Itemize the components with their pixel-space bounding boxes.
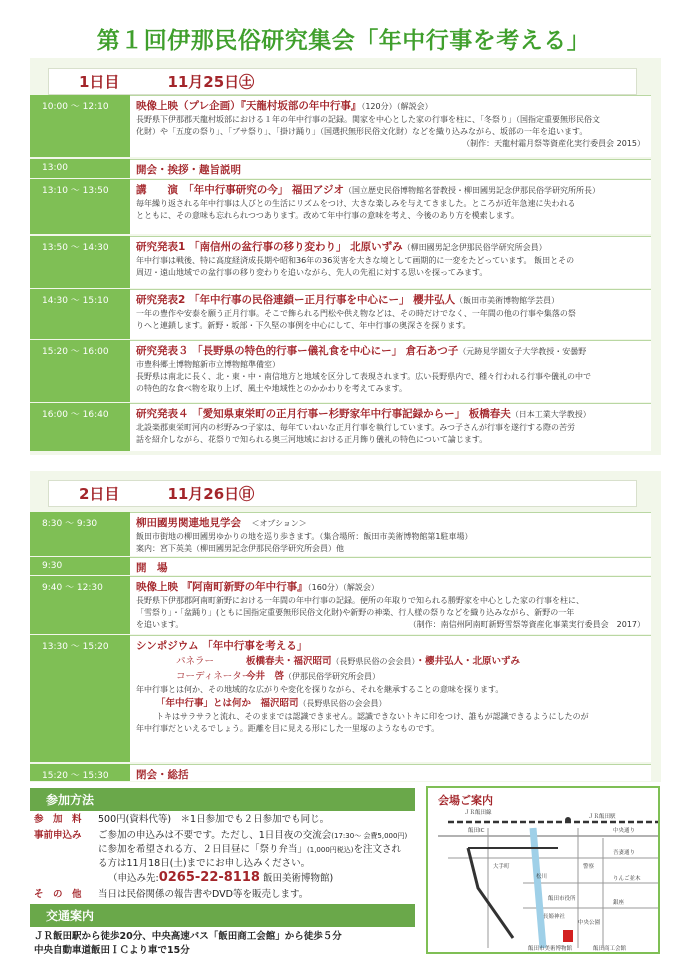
row-desc: 飯田市街地の柳田國男ゆかりの地を巡り歩きます。（集合場所：飯田市美術博物館第1駐車場） xyxy=(136,532,473,541)
apply-text: を注文され xyxy=(353,844,402,855)
map-label: 飯田市役所 xyxy=(548,896,576,902)
fee-text: 500円(資料代等) ＊1日参加でも２日参加でも同じ。 xyxy=(98,814,330,825)
panel-note: （長野県民俗の会会員） xyxy=(331,657,416,666)
fee-label: 参 加 料 xyxy=(34,814,82,825)
row-title-note: （国立歴史民俗博物館名誉教授・柳田國男記念伊那民俗学研究所所長） xyxy=(344,186,600,195)
page-title: 第１回伊那民俗研究集会「年中行事を考える」 xyxy=(96,28,591,54)
apply-text: ご参加の申込みは不要です。ただし、1日目夜の交流会 xyxy=(98,830,332,841)
row-desc: トキはサラサラと流れ、そのままでは認識できません。認識できないトキに印をつけ、誰もが認識できるようにしたのが xyxy=(156,712,589,721)
map-label: 飯田IC xyxy=(468,828,485,834)
contact-org: 飯田美術博物館) xyxy=(262,873,334,884)
row-desc: 長野県は南北に長く、北・東・中・南信地方と地域を区分して表現されます。広い長野県内で、種々行われる行事や儀礼の中で xyxy=(136,372,592,381)
map-label: 松川 xyxy=(536,874,548,880)
coordinator-name: 今井 啓 xyxy=(246,671,285,682)
row-desc: 話を紹介しながら、花祭りで知られる奥三河地域における正月飾り儀礼の特色について論じます。 xyxy=(136,435,488,444)
row-credit: （制作：南信州阿南町新野雪祭等資産化事業実行委員会 2017） xyxy=(408,620,645,629)
row-title: 柳田國男関連地見学会 xyxy=(136,517,241,529)
venue-map xyxy=(426,786,660,954)
apply-label: 事前申込み xyxy=(34,830,82,841)
day1-panel xyxy=(30,58,661,455)
panel-names: 板橋春夫・福沢昭司 xyxy=(246,656,332,667)
row-time: 8:30 ～ 9:30 xyxy=(30,512,130,556)
day2-panel xyxy=(30,471,661,782)
panel-names-2: ・櫻井弘人・北原いずみ xyxy=(415,656,521,667)
day2-label: 2日目 xyxy=(79,485,120,503)
row-desc: 化財）や「五度の祭り」、「ブサ祭り」、「掛け踊り」（国選択無形民俗文化財）などを織り込みながら、坂部の一年を追います。 xyxy=(136,127,588,136)
row-desc: 周辺・遠山地域での盆行事の移り変わりを追いながら、先人の先祖に対する思いを探ってみます。 xyxy=(136,268,488,277)
row-time: 13:50 ～ 14:30 xyxy=(30,236,130,288)
row-title: 開 場 xyxy=(136,562,168,574)
row-desc: 年中行事は戦後、特に高度経済成長期や昭和36年の36災害を大きな境として画期的に一変をたどっています。 飯田とその xyxy=(136,256,575,265)
keynote-title: 「年中行事」とは何か xyxy=(156,698,252,709)
map-heading: 会場ご案内 xyxy=(438,794,493,807)
venue-marker xyxy=(563,930,573,942)
schedule-row xyxy=(30,576,661,634)
row-desc: 毎年繰り返される年中行事は人びとの生活にリズムをつけ、大きな楽しみを与えてきました。ところが近年急速に失われる xyxy=(136,199,576,208)
other-text: 当日は民俗関係の報告書やDVD等を販売します。 xyxy=(98,889,309,900)
apply-note: (17:30～ 会費5,000円) xyxy=(331,832,408,840)
map-drawing xyxy=(428,788,660,954)
schedule-row xyxy=(30,289,661,339)
keynote-note: （長野県民俗の会会員） xyxy=(298,699,387,708)
map-label: りんご並木 xyxy=(613,876,641,882)
schedule-row xyxy=(30,95,661,157)
row-title: 研究発表1 「南信州の盆行事の移り変わり」 北原いずみ xyxy=(136,241,403,253)
row-desc: 市豊科郷土博物館新市立博物館準備室） xyxy=(136,360,280,369)
map-label: 飯田市美術博物館 xyxy=(528,946,573,952)
row-desc: 長野県下伊那郡天龍村坂部における１年の年中行事の記録。関家を中心とした家の行事を柱に、「冬祭り」（国指定重要無形民俗文 xyxy=(136,115,600,124)
row-credit: （制作：天龍村霜月祭等資産化実行委員会 2015） xyxy=(462,139,645,148)
transport-heading: 交通案内 xyxy=(30,904,415,927)
row-title-note: （飯田市美術博物館学芸員） xyxy=(455,296,560,305)
row-time: 14:30 ～ 15:10 xyxy=(30,289,130,339)
schedule-row xyxy=(30,557,661,575)
row-title: 映像上映（プレ企画）『天龍村坂部の年中行事』 xyxy=(136,100,362,112)
row-desc: 年中行事とは何か、その地域的な広がりや変化を探りながら、それを継承することの意味を探ります。 xyxy=(136,685,504,694)
keynote-speaker: 福沢昭司 xyxy=(260,698,299,709)
row-title-note: （柳田國男記念伊那民俗学研究所会員） xyxy=(402,243,547,252)
day1-label: 1日目 xyxy=(79,73,120,91)
day2-header xyxy=(48,480,637,507)
row-time: 13:00 xyxy=(30,159,130,178)
row-desc: 年中行事だといえるでしょう。距離を目に見える形にした一里塚のようなものです。 xyxy=(136,724,440,733)
day2-date: 11月26日㊐ xyxy=(167,485,255,503)
apply-text: る方は11月18日(土)までにお申し込みください。 xyxy=(98,858,311,869)
panel-label: パネラー xyxy=(176,656,215,667)
schedule-row xyxy=(30,159,661,178)
schedule-row xyxy=(30,403,661,451)
transport-line: ＪＲ飯田駅から徒歩20分、中央高速バス「飯田商工会館」から徒歩５分 xyxy=(34,931,342,942)
row-desc: 北設楽郡東栄町河内の杉野みつ子家は、毎年ていねいな正月行事を執行しています。みつ子さんが行事を遂行する際の苦労 xyxy=(136,423,576,432)
row-desc: 一年の豊作や安泰を願う正月行事。そこで飾られる門松や供え物などは、その時だけでなく、一年間の他の行事や集落の祭 xyxy=(136,309,576,318)
map-label: 飯田商工会館 xyxy=(593,946,627,952)
row-desc: 「雪祭り」・「盆踊り」(ともに国指定重要無形民俗文化財)や新野の神楽、行人様の祭りなどを織り込みながら、新野の一年 xyxy=(136,608,575,617)
map-label: 銀座 xyxy=(613,900,625,906)
map-label: 警察 xyxy=(583,864,595,870)
row-title-note: （元跡見学園女子大学教授・安曇野 xyxy=(458,347,587,356)
row-desc: りへと連鎖します。新野・坂部・下久堅の事例を中心にして、年中行事の奥深さを探ります。 xyxy=(136,321,471,330)
row-time: 9:30 xyxy=(30,557,130,575)
day1-header xyxy=(48,68,637,95)
row-desc: 案内：宮下英美（柳田國男記念伊那民俗学研究所会員）他 xyxy=(136,544,344,553)
schedule-row xyxy=(30,179,661,234)
row-title: 研究発表2 「年中行事の民俗連鎖ー正月行事を中心にー」 櫻井弘人 xyxy=(136,294,456,306)
map-label: ＪＲ飯田駅 xyxy=(588,814,616,820)
contact-label: （申込み先: xyxy=(108,873,159,884)
row-time: 10:00 ～ 12:10 xyxy=(30,95,130,157)
other-label: そ の 他 xyxy=(34,889,82,900)
day1-date: 11月25日㊏ xyxy=(167,73,255,91)
row-title: 講 演 「年中行事研究の今」 福田アジオ xyxy=(136,184,344,196)
row-time: 15:20 ～ 16:00 xyxy=(30,340,130,402)
map-label: ＪＲ飯田線 xyxy=(464,810,492,816)
row-title-note: （120分）（解説会） xyxy=(361,102,433,111)
map-label: 吾妻通り xyxy=(613,850,636,856)
row-time: 13:30 ～ 15:20 xyxy=(30,635,130,762)
row-time: 13:10 ～ 13:50 xyxy=(30,179,130,234)
coordinator-label: コーディネーター xyxy=(176,671,252,682)
schedule-row xyxy=(30,764,661,781)
row-title-note: （日本工業大学教授） xyxy=(510,410,591,419)
map-label: 中央通り xyxy=(613,828,636,834)
row-time: 9:40 ～ 12:30 xyxy=(30,576,130,634)
contact-phone: 0265-22-8118 xyxy=(158,870,260,885)
row-time: 15:20 ～ 15:30 xyxy=(30,764,130,781)
schedule-row xyxy=(30,512,661,556)
row-desc: 長野県下伊那郡阿南町新野における一年間の年中行事の記録。便所の年取りで知られる勝野家を中心とした家の行事を柱に、 xyxy=(136,596,584,605)
participation-section xyxy=(30,788,415,902)
participation-heading: 参加方法 xyxy=(30,788,415,811)
row-title: 開会・挨拶・趣旨説明 xyxy=(136,164,241,176)
row-title-note: ＜オプション＞ xyxy=(251,519,307,528)
row-desc: とともに、その意味も忘れられつつあります。改めて年中行事の意味を考え、今後のあり方を模索します。 xyxy=(136,211,520,220)
row-title: 閉会・総括 xyxy=(136,769,189,781)
row-title: 研究発表４ 「愛知県東栄町の正月行事ー杉野家年中行事記録からー」 板橋春夫 xyxy=(136,408,511,420)
row-title: 映像上映 『阿南町新野の年中行事』 xyxy=(136,581,308,593)
row-desc: の特色的な食べ物を取り上げ、風土や地域性とのかかわりを考えてみます。 xyxy=(136,384,408,393)
transport-line: 中央自動車道飯田ＩＣより車で15分 xyxy=(34,945,190,956)
coordinator-note: （伊那民俗学研究所会員） xyxy=(284,672,381,681)
schedule-row xyxy=(30,236,661,288)
transport-info xyxy=(34,930,342,958)
row-desc: を追います。 xyxy=(136,620,184,629)
row-title: シンポジウム 「年中行事を考える」 xyxy=(136,640,308,652)
row-title-note: （160分）（解説会） xyxy=(307,583,379,592)
apply-note: (1,000円税込) xyxy=(307,846,354,854)
map-label: 長姫神社 xyxy=(543,914,566,920)
row-title: 研究発表３ 「長野県の特色的行事ー儀礼食を中心にー」 倉石あつ子 xyxy=(136,345,459,357)
map-label: 大手町 xyxy=(493,864,510,870)
apply-text: に参加を希望される方、２日目昼に「祭り弁当」 xyxy=(98,844,308,855)
schedule-row xyxy=(30,340,661,402)
schedule-row xyxy=(30,635,661,762)
row-time: 16:00 ～ 16:40 xyxy=(30,403,130,451)
map-label: 中央公園 xyxy=(578,920,601,926)
